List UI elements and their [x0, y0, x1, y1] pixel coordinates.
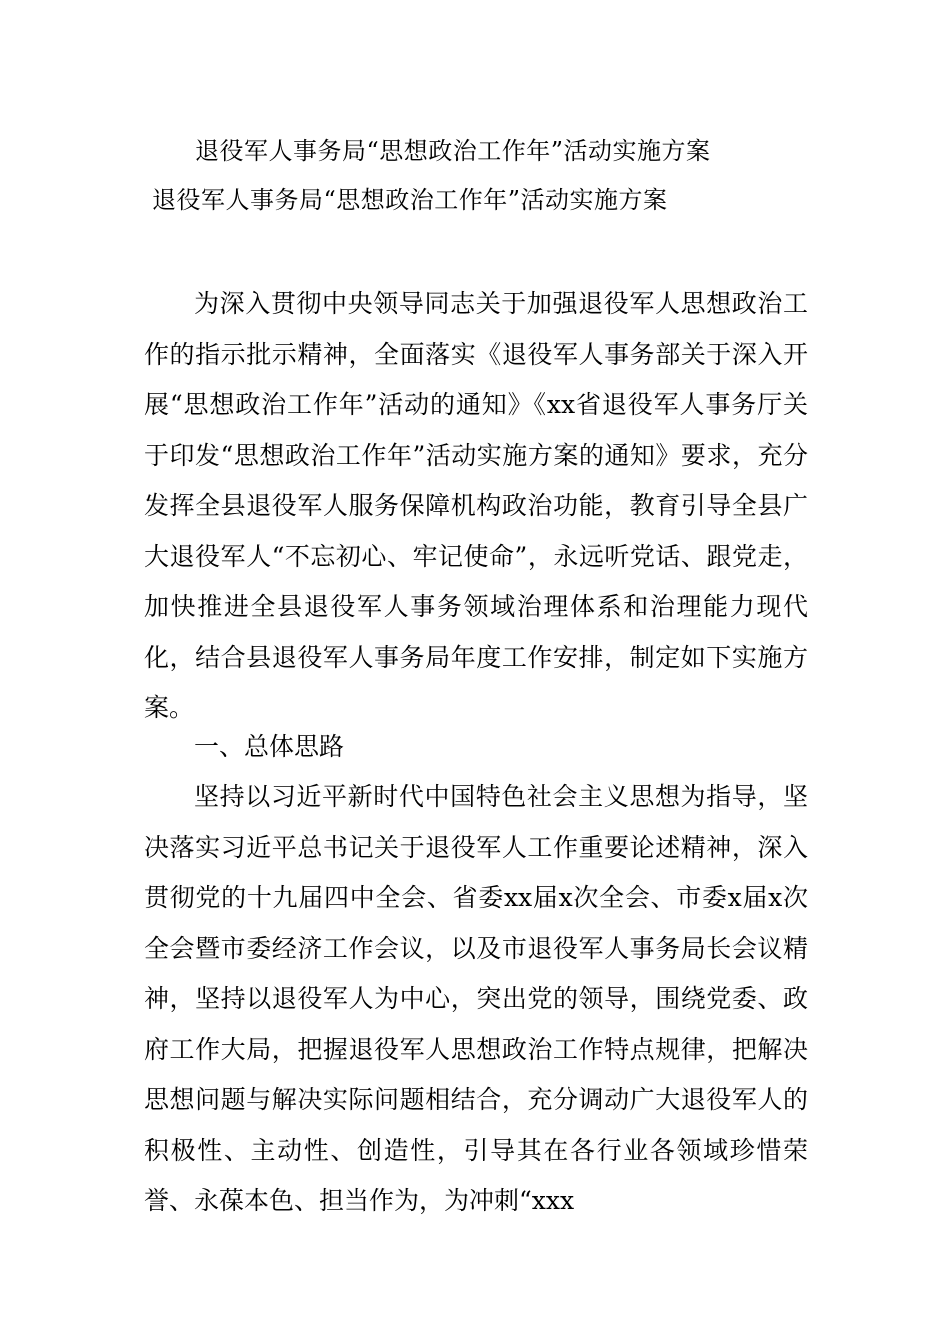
intro-paragraph: 为深入贯彻中央领导同志关于加强退役军人思想政治工作的指示批示精神，全面落实《退役军人事务部关于深入开展“思想政治工作年”活动的通知》《xx省退役军人事务厅关于印发“思想政治工作年”活动实施方案的通知》要求，充分发挥全县退役军人服务保障机构政治功能，教育引导全县广大退役军人“不忘初心、牢记使命”，永远听党话、跟党走，加快推进全县退役军人事务领域治理体系和治理能力现代化，结合县退役军人事务局年度工作安排，制定如下实施方案。: [144, 289, 808, 722]
section-heading-overall-approach: 一、总体思路: [194, 732, 345, 761]
document-title-line-1: 退役军人事务局“思想政治工作年”活动实施方案: [195, 137, 711, 165]
document-title-line-2: 退役军人事务局“思想政治工作年”活动实施方案: [152, 186, 668, 214]
section-1-paragraph: 坚持以习近平新时代中国特色社会主义思想为指导，坚决落实习近平总书记关于退役军人工作重要论述精神，深入贯彻党的十九届四中全会、省委xx届x次全会、市委x届x次全会暨市委经济工作会议，以及市退役军人事务局长会议精神，坚持以退役军人为中心，突出党的领导，围绕党委、政府工作大局，把握退役军人思想政治工作特点规律，把解决思想问题与解决实际问题相结合，充分调动广大退役军人的积极性、主动性、创造性，引导其在各行业各领域珍惜荣誉、永葆本色、担当作为，为冲刺“xxx: [144, 782, 808, 1215]
